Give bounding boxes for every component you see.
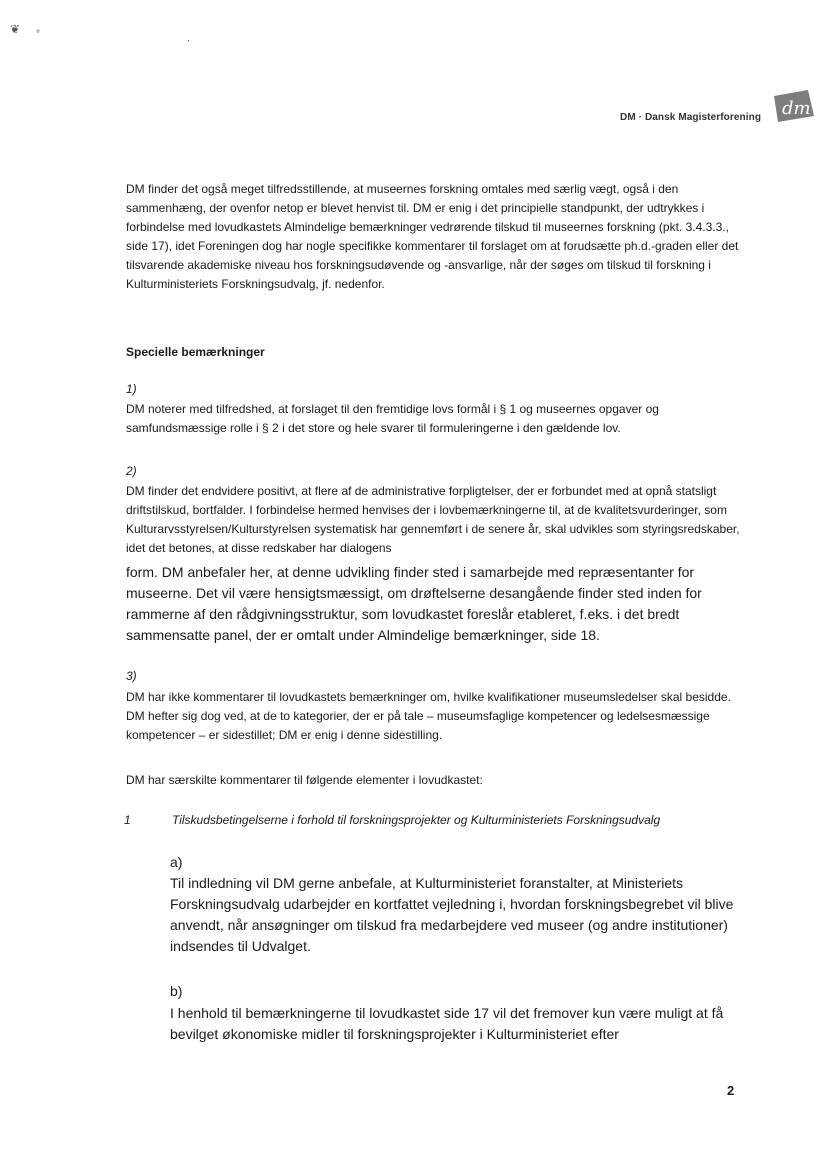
section-heading: Specielle bemærkninger xyxy=(126,345,265,359)
dm-logo xyxy=(768,88,816,124)
intro-paragraph: DM finder det også meget tilfredsstillende, at museernes forskning omtales med særlig vægt, også i den sammenhæng, der ovenfor netop er blevet henvist til. DM er enig i det principielle standpunkt, der udtrykkes i forbindelse med lovudkastets Almindelige bemærkninger vedrørende tilskud til museernes forskning (pkt. 3.4.3.3., side 17), idet Foreningen dog har nogle specifikke kommentarer til forslaget om at forudsætte ph.d.-graden eller det tilsvarende akademiske niveau hos forskningsudøvende og -ansvarlige, når der søges om tilskud til forskning i Kulturministeriets Forskningsudvalg, jf. nedenfor. xyxy=(126,182,739,291)
subitem-a-label: a) xyxy=(170,854,183,870)
elements-intro: DM har særskilte kommentarer til følgende elementer i lovudkastet: xyxy=(126,773,483,787)
list-title-1: Tilskudsbetingelserne i forhold til forskningsprojekter og Kulturministeriets Forskningsudvalg xyxy=(172,813,661,827)
item-number-1: 1) xyxy=(126,382,137,396)
paragraph-2a: DM finder det endvidere positivt, at flere af de administrative forpligtelser, der er forbundet med at opnå statsligt driftstilskud, bortfalder. I forbindelse hermed henvises der i lovbemærkningerne til, at de kvalitetsvurderinger, som Kulturarvsstyrelsen/Kulturstyrelsen systematisk har gennemført i de senere år, skal udvikles som styringsredskaber, idet det betones, at disse redskaber har dialogens xyxy=(126,484,740,555)
logo-text: dm xyxy=(782,98,811,119)
scan-speck: · xyxy=(187,35,191,46)
paragraph-1: DM noterer med tilfredshed, at forslaget til den fremtidige lovs formål i § 1 og museernes opgaver og samfundsmæssige rolle i § 2 i det store og hele svarer til formuleringerne i den gældende lov. xyxy=(126,402,659,435)
subitem-a-text: Til indledning vil DM gerne anbefale, at Kulturministeriet foranstalter, at Ministeriets Forskningsudvalg udarbejder en kortfattet vejledning i, hvordan forskningsbegrebet vil blive anvendt, når ansøgninger om tilskud fra medarbejdere ved museer (og andre institutioner) indsendes til Udvalget. xyxy=(170,875,734,954)
scan-speck: ❦ xyxy=(10,22,21,36)
subitem-b-label: b) xyxy=(170,983,183,999)
scan-speck: ° xyxy=(36,29,40,40)
paragraph-2b: form. DM anbefaler her, at denne udvikling finder sted i samarbejde med repræsentanter for museerne. Det vil være hensigtsmæssigt, om drøftelserne desangående finder sted inden for rammerne af den rådgivningsstruktur, som lovudkastet foreslår etableret, f.eks. i det bredt sammensatte panel, der er omtalt under Almindelige bemærkninger, side 18. xyxy=(126,564,702,643)
subitem-b-text: I henhold til bemærkningerne til lovudkastet side 17 vil det fremover kun være muligt at få bevilget økonomiske midler til forskningsprojekter i Kulturministeriet efter xyxy=(170,1005,724,1042)
list-number-1: 1 xyxy=(124,813,131,827)
item-number-2: 2) xyxy=(126,464,137,478)
page-number: 2 xyxy=(727,1083,735,1098)
header-organization: DM · Dansk Magisterforening xyxy=(620,112,762,123)
paragraph-3: DM har ikke kommentarer til lovudkastets bemærkninger om, hvilke kvalifikationer museumsledelser skal besidde. DM hefter sig dog ved, at de to kategorier, der er på tale – museumsfaglige kompetencer og ledelsesmæssige kompetencer – er sidestillet; DM er enig i denne sidestilling. xyxy=(126,690,731,742)
item-number-3: 3) xyxy=(126,669,137,683)
